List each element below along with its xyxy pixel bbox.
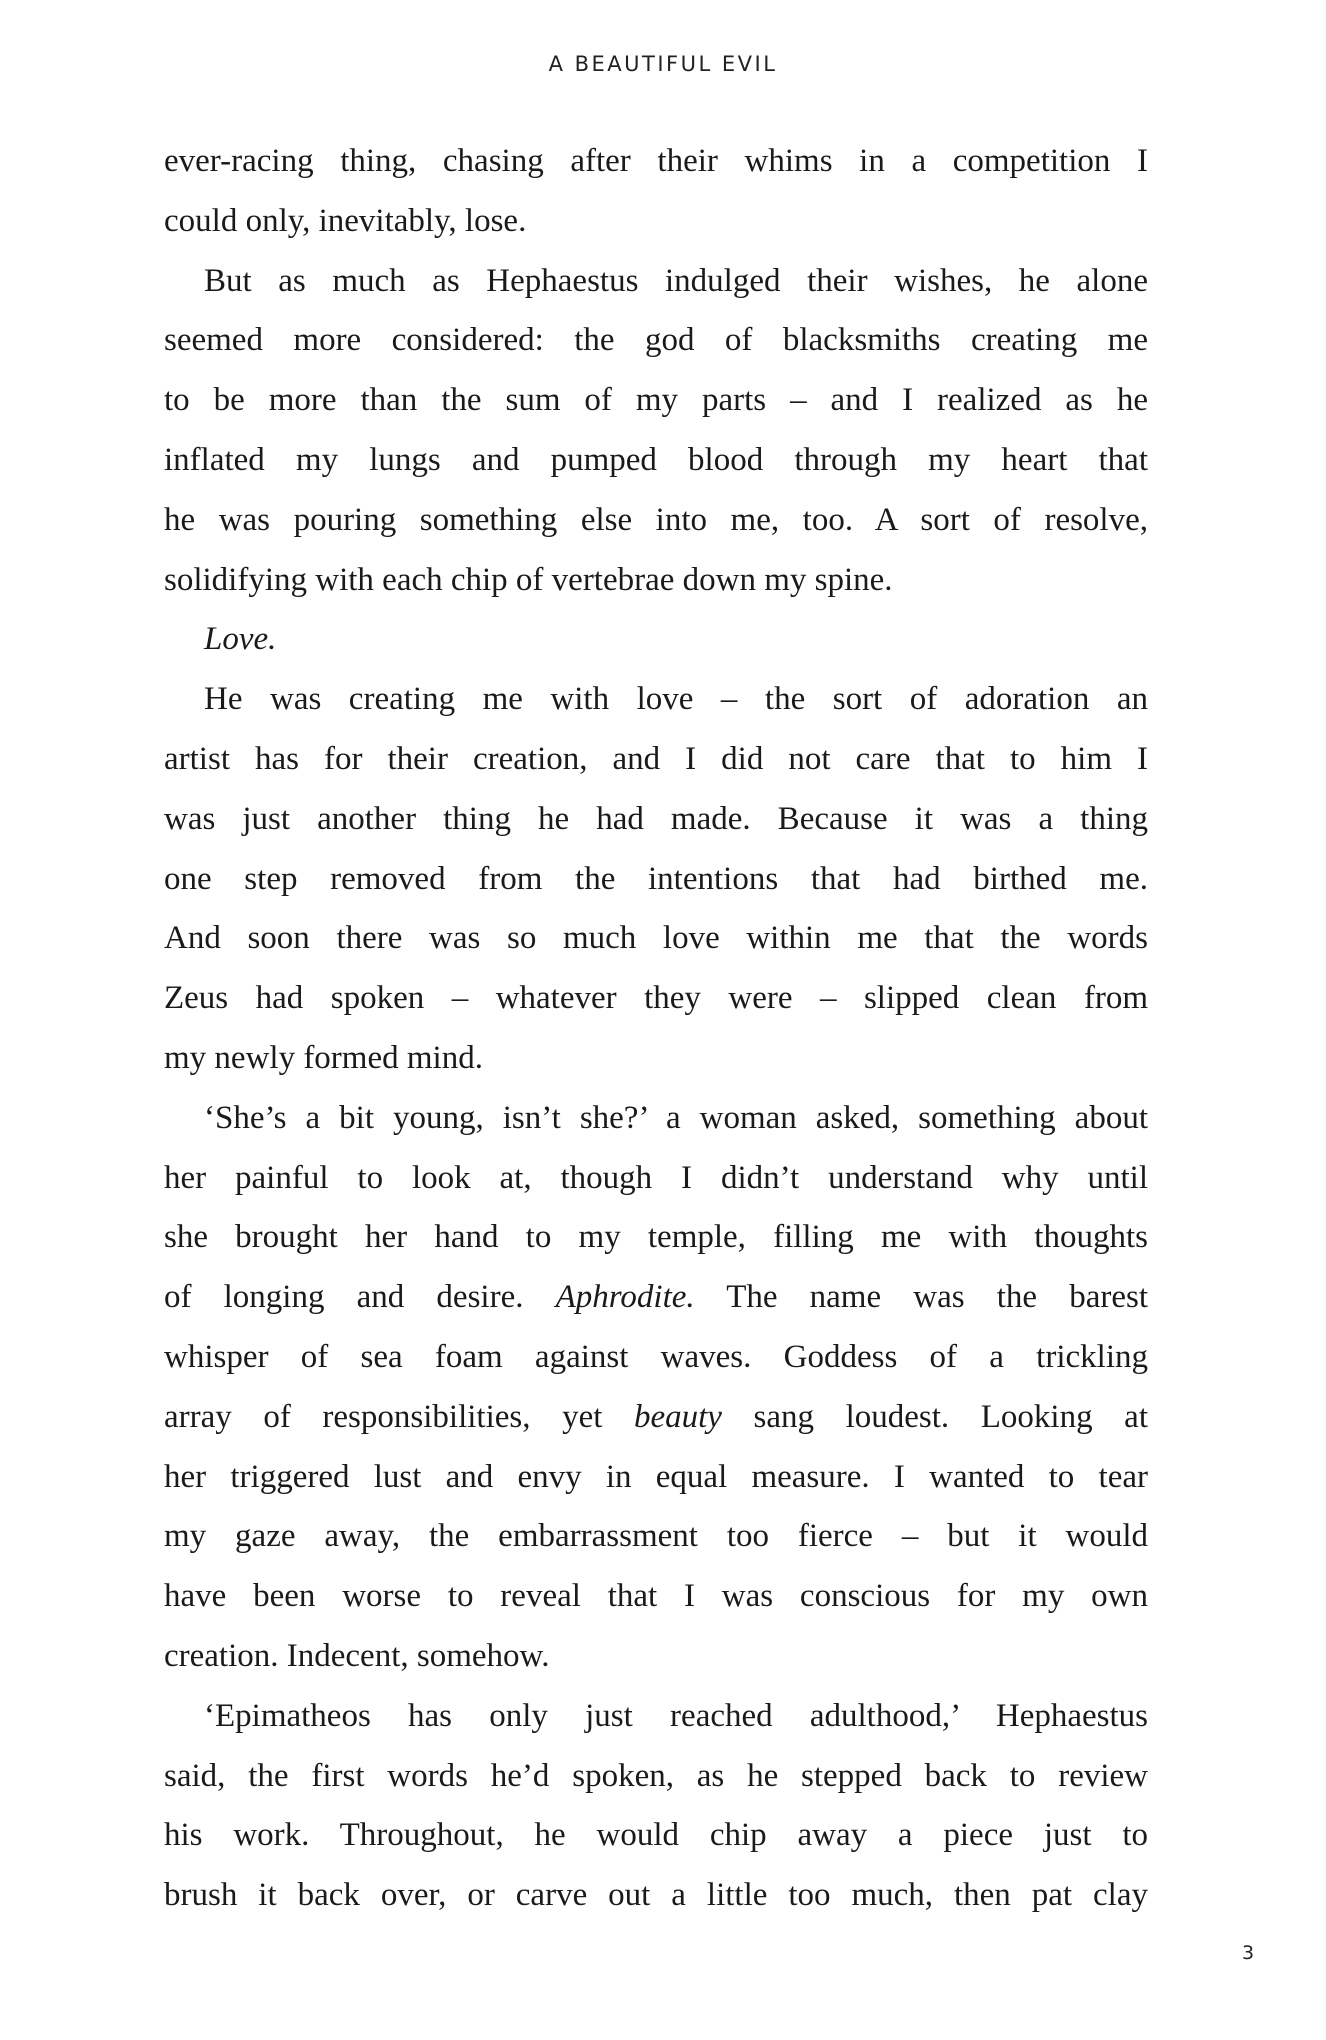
text-line [164,1627,1148,1687]
text-span: ‘Epimatheos has only just reached adulthood,’ Hephaestus [204,1697,1148,1734]
text-span: of longing and desire. [164,1279,556,1316]
italic-text: Love. [204,621,277,658]
text-line [164,1806,1148,1866]
text-span: was just another thing he had made. Because it was a thing [164,800,1148,837]
text-line [164,132,1148,192]
text-span: creation. Indecent, somehow. [164,1637,550,1674]
text-line [164,551,1148,611]
text-span: whisper of sea foam against waves. Goddess of a trickling [164,1338,1148,1375]
text-span: she brought her hand to my temple, filling me with thoughts [164,1219,1148,1256]
text-line [164,1268,1148,1328]
text-span: seemed more considered: the god of blacksmiths creating me [164,322,1148,359]
text-span: And soon there was so much love within me that the words [164,920,1148,957]
text-line [164,371,1148,431]
text-line [164,969,1148,1029]
text-span: could only, inevitably, lose. [164,202,527,239]
text-line [164,1747,1148,1807]
text-span: array of responsibilities, yet [164,1398,634,1435]
body-text [164,132,1148,1926]
text-line [164,431,1148,491]
text-span: sang loudest. Looking at [721,1398,1148,1435]
text-span: my newly formed mind. [164,1039,483,1076]
text-span: brush it back over, or carve out a little too much, then pat clay [164,1877,1148,1914]
text-span: her painful to look at, though I didn’t understand why until [164,1159,1148,1196]
text-line [164,730,1148,790]
text-span: The name was the barest [694,1279,1148,1316]
italic-text: beauty [633,1398,722,1435]
text-line [164,491,1148,551]
text-line [164,1567,1148,1627]
text-span: Zeus had spoken – whatever they were – slipped clean from [164,980,1148,1017]
text-line [164,790,1148,850]
text-span: her triggered lust and envy in equal measure. I wanted to tear [164,1458,1148,1495]
text-line [164,252,1148,312]
text-line [164,909,1148,969]
text-line [164,1328,1148,1388]
text-line [164,670,1148,730]
text-span: inflated my lungs and pumped blood through my heart that [164,441,1148,478]
text-span: ever-racing thing, chasing after their whims in a competition I [164,143,1148,179]
text-span: his work. Throughout, he would chip away a piece just to [164,1817,1148,1854]
text-span: ‘She’s a bit young, isn’t she?’ a woman asked, something about [204,1099,1148,1136]
text-span: artist has for their creation, and I did not care that to him I [164,740,1148,777]
italic-text: Aphrodite. [555,1279,695,1316]
text-span: my gaze away, the embarrassment too fierce – but it would [164,1518,1148,1555]
text-span: But as much as Hephaestus indulged their wishes, he alone [204,262,1148,299]
text-line [164,1089,1148,1149]
text-line [164,311,1148,371]
text-line [164,1866,1148,1926]
running-header: A BEAUTIFUL EVIL [548,52,778,76]
text-line [164,1149,1148,1209]
text-line [164,1208,1148,1268]
text-line [164,1687,1148,1747]
text-span: He was creating me with love – the sort of adoration an [204,681,1148,718]
text-line [164,1388,1148,1448]
text-span: one step removed from the intentions that had birthed me. [164,860,1148,897]
text-line [164,1507,1148,1567]
text-span: said, the first words he’d spoken, as he stepped back to review [164,1757,1148,1794]
text-span: have been worse to reveal that I was conscious for my own [164,1578,1148,1615]
text-span: he was pouring something else into me, too. A sort of resolve, [164,501,1148,538]
text-span: solidifying with each chip of vertebrae down my spine. [164,561,893,598]
text-line [164,850,1148,910]
text-line [164,610,1148,670]
text-line [164,1448,1148,1508]
text-line [164,192,1148,252]
page-number: 3 [1242,1942,1255,1964]
text-span: to be more than the sum of my parts – and I realized as he [164,382,1148,419]
text-line [164,1029,1148,1089]
